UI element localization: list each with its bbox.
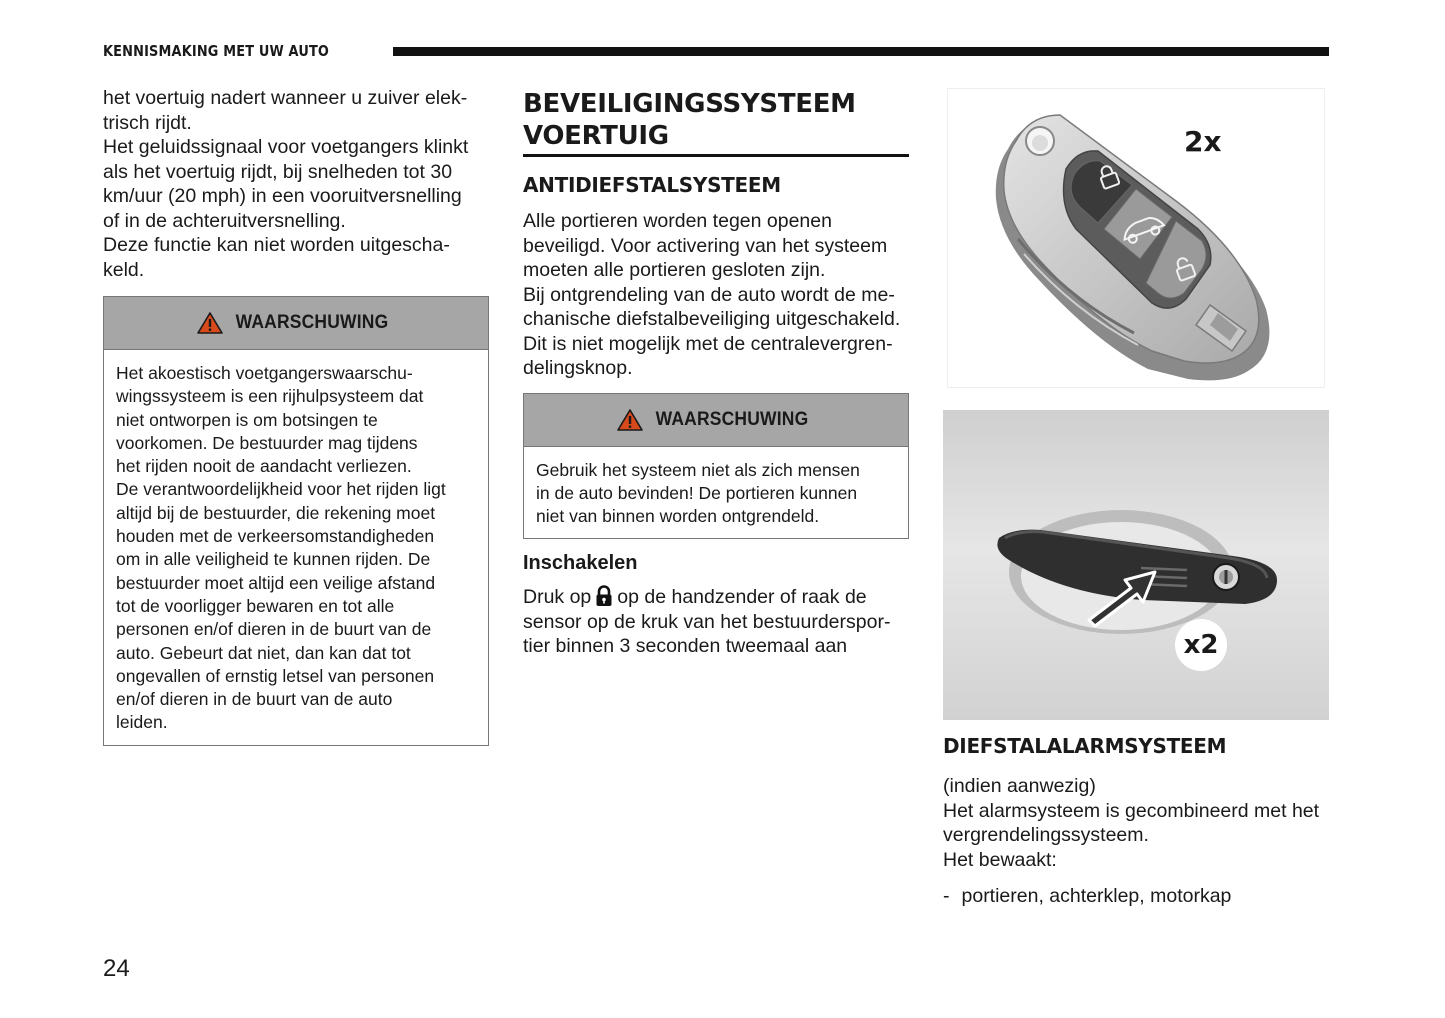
paragraph: Het bewaakt: [943,848,1057,871]
subsection-title: ANTIDIEFSTALSYSTEEM [523,173,781,197]
warning-triangle-icon [617,409,643,431]
bullet-dash: - [943,885,950,907]
warning-triangle-icon [197,312,223,334]
instruction-text-after: op de handzender of raak de sensor op de kruk van het bestuurderspor- tier binnen 3 seconden tweemaal aan [523,586,891,658]
warning-header [524,394,908,447]
subsection-title: DIEFSTALALARMSYSTEEM [943,734,1227,758]
paragraph: Het geluidssignaal voor voetgangers klinkt als het voertuig rijdt, bij snelheden tot 30 km/uur (20 mph) in een vooruitversnelling of in de achteruitversnelling. [103,136,469,232]
key-fob-icon [948,89,1324,387]
section-title: BEVEILIGINGSSYSTEEM VOERTUIG [523,88,909,157]
list-item [943,884,1329,909]
warning-title: WAARSCHUWING [235,312,389,333]
list-item-text: portieren, achterklep, motorkap [961,885,1232,907]
warning-body: Gebruik het systeem niet als zich mensen in de auto bevinden! De portieren kunnen niet van binnen worden ontgrendeld. [536,459,860,527]
paragraph: het voertuig nadert wanneer u zuiver elek- trisch rijdt. [103,87,468,134]
subheading: Inschakelen [523,552,638,575]
instruction-paragraph [523,585,909,659]
column-middle [523,88,909,659]
warning-body: Het akoestisch voetgangerswaarschu- wingssysteem is een rijhulpsysteem dat niet ontworpen is om botsingen te voorkomen. De bestuurder mag tijdens het rijden nooit de aandacht verliezen. De verantwoordelijkheid voor het rijden ligt altijd bij de bestuurder, die rekening moet houden met de verkeersomstandigheden om in alle veiligheid te kunnen rijden. De bestuurder moet altijd een veilige afstand tot de voorligger bewaren en tot alle personen en/of dieren in de buurt van de auto. Gebeurt dat niet, dan kan dat tot ongevallen of ernstig letsel van personen en/of dieren in de buurt van de auto leiden. [116,363,446,733]
door-handle-illustration [943,410,1329,720]
warning-header [104,297,488,350]
page-number: 24 [103,955,130,982]
paragraph: Het alarmsysteem is gecombineerd met het vergrendelingssysteem. [943,799,1320,846]
paragraph: (indien aanwezig) [943,775,1096,797]
column-right [943,88,1329,909]
header-rule [393,47,1329,56]
paragraph: Deze functie kan niet worden uitgescha- keld. [103,234,450,281]
section-label: KENNISMAKING MET UW AUTO [103,42,330,60]
door-handle-icon [943,410,1329,720]
press-count-label: 2x [1184,125,1222,158]
instruction-text-before: Druk op [523,586,592,609]
key-fob-illustration [947,88,1325,388]
tap-count-badge: x2 [1175,619,1227,671]
warning-box [103,296,489,746]
warning-box [523,393,909,540]
lock-icon [595,585,613,607]
warning-title: WAARSCHUWING [655,408,809,430]
paragraph: Bij ontgrendeling van de auto wordt de me- chanische diefstalbeveiliging uitgeschakeld. Dit is niet mogelijk met de centralevergren- delingsknop. [523,283,901,379]
paragraph: Alle portieren worden tegen openen beveiligd. Voor activering van het systeem moeten alle portieren gesloten zijn. [523,210,888,281]
column-left [103,86,489,746]
